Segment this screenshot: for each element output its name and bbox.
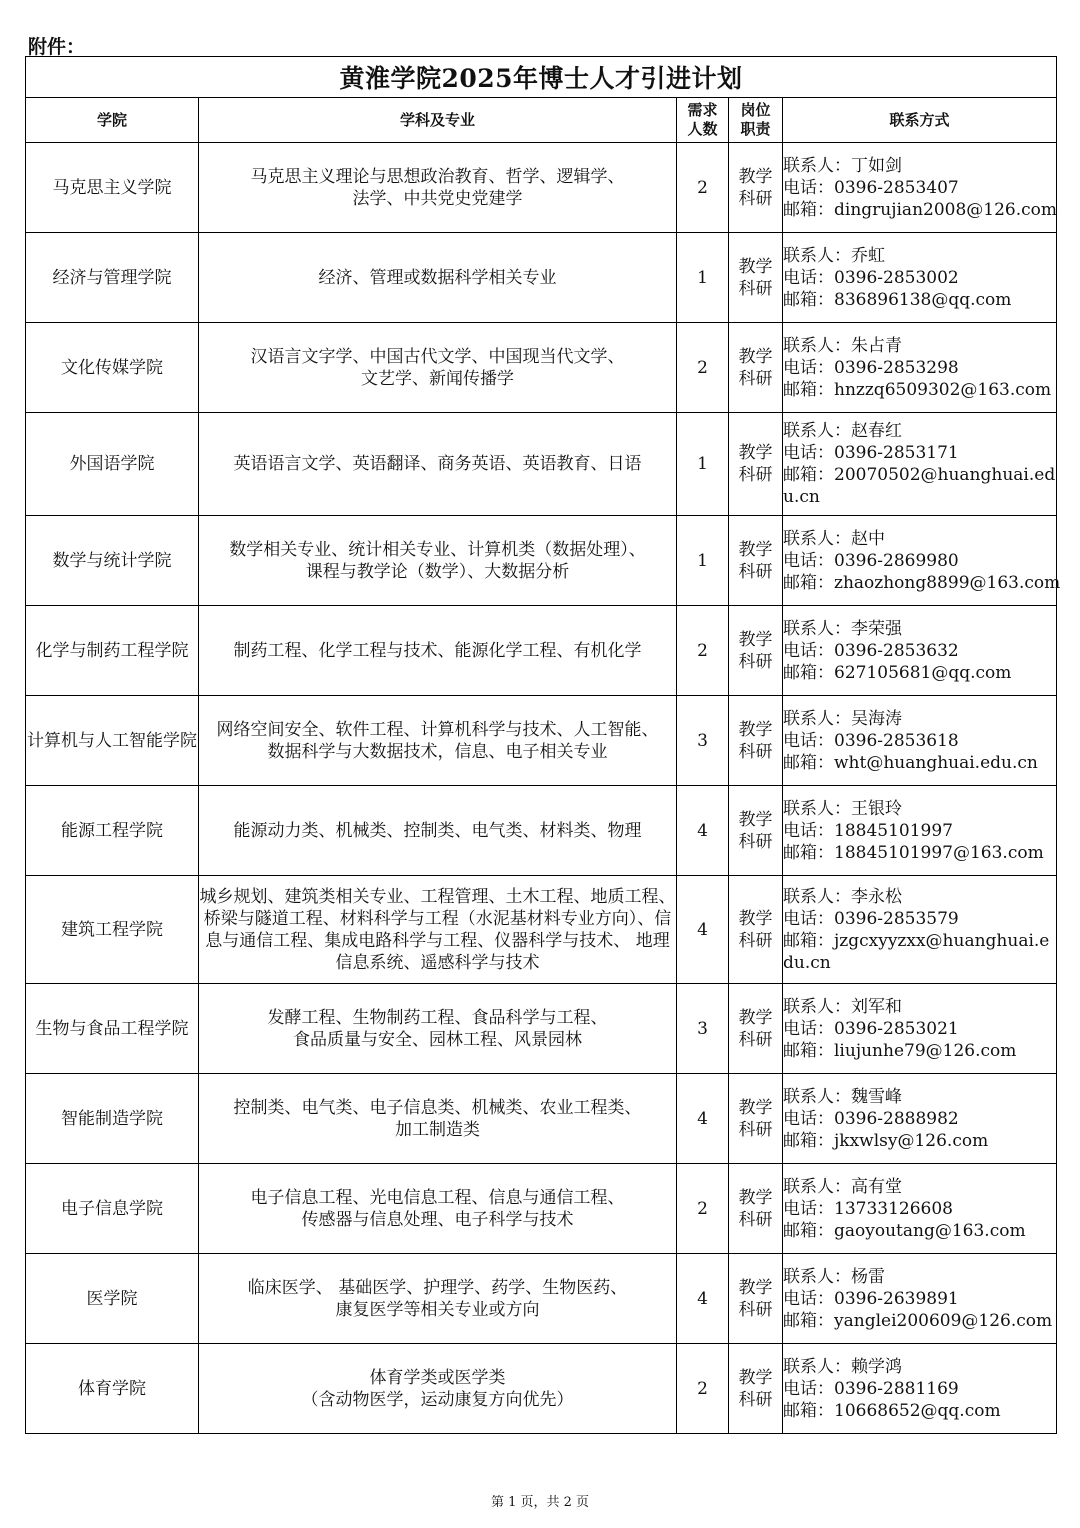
contact-person: 联系人：李永松 [783, 886, 902, 907]
table-row [26, 1074, 1057, 1164]
college-cell: 电子信息学院 [26, 1164, 199, 1254]
duty-cell: 教学 科研 [729, 984, 783, 1074]
major-cell: 能源动力类、机械类、控制类、电气类、材料类、物理 [199, 786, 677, 876]
count-cell: 4 [677, 1254, 729, 1344]
count-cell: 4 [677, 786, 729, 876]
contact-email: 邮箱：hnzzq6509302@163.com [783, 379, 1052, 400]
major-cell: 城乡规划、建筑类相关专业、工程管理、土木工程、地质工程、桥梁与隧道工程、材料科学与工程（水泥基材料专业方向）、信息与通信工程、集成电路科学与工程、仪器科学与技术、 地理信息系统、遥感科学与技术 [199, 876, 677, 984]
duty-cell: 教学 科研 [729, 143, 783, 233]
contact-person: 联系人：吴海涛 [783, 708, 902, 729]
contact-cell [783, 1344, 1057, 1434]
table-row [26, 876, 1057, 984]
duty-cell: 教学 科研 [729, 876, 783, 984]
contact-phone: 电话：0396-2888982 [783, 1108, 959, 1129]
duty-cell: 教学 科研 [729, 516, 783, 606]
major-cell: 网络空间安全、软件工程、计算机科学与技术、人工智能、 数据科学与大数据技术，信息、电子相关专业 [199, 696, 677, 786]
major-cell: 体育学类或医学类 （含动物医学，运动康复方向优先） [199, 1344, 677, 1434]
duty-cell: 教学 科研 [729, 233, 783, 323]
major-cell: 英语语言文学、英语翻译、商务英语、英语教育、日语 [199, 413, 677, 516]
contact-person: 联系人：丁如剑 [783, 155, 902, 176]
contact-cell [783, 606, 1057, 696]
contact-phone: 电话：13733126608 [783, 1198, 953, 1219]
contact-person: 联系人：王银玲 [783, 798, 902, 819]
contact-cell [783, 1164, 1057, 1254]
contact-phone: 电话：0396-2639891 [783, 1288, 959, 1309]
college-cell: 建筑工程学院 [26, 876, 199, 984]
major-cell: 控制类、电气类、电子信息类、机械类、农业工程类、 加工制造类 [199, 1074, 677, 1164]
college-cell: 马克思主义学院 [26, 143, 199, 233]
duty-cell: 教学 科研 [729, 1074, 783, 1164]
contact-cell [783, 696, 1057, 786]
count-cell: 2 [677, 1344, 729, 1434]
contact-phone: 电话：0396-2853021 [783, 1018, 959, 1039]
duty-cell: 教学 科研 [729, 1254, 783, 1344]
count-cell: 2 [677, 606, 729, 696]
contact-email: 邮箱：18845101997@163.com [783, 842, 1044, 863]
major-cell: 马克思主义理论与思想政治教育、哲学、逻辑学、 法学、中共党史党建学 [199, 143, 677, 233]
header-contact: 联系方式 [783, 98, 1057, 143]
contact-email: 邮箱：20070502@huanghuai.edu.cn [783, 465, 1056, 507]
college-cell: 能源工程学院 [26, 786, 199, 876]
contact-person: 联系人：赖学鸿 [783, 1356, 902, 1377]
table-row [26, 984, 1057, 1074]
college-cell: 医学院 [26, 1254, 199, 1344]
table-row [26, 786, 1057, 876]
duty-cell: 教学 科研 [729, 696, 783, 786]
contact-cell [783, 516, 1061, 606]
attachment-label: 附件： [28, 36, 86, 58]
header-duty: 岗位 职责 [729, 98, 783, 143]
table-row [26, 1254, 1057, 1344]
contact-person: 联系人：李荣强 [783, 618, 902, 639]
duty-cell: 教学 科研 [729, 323, 783, 413]
count-cell: 1 [677, 413, 729, 516]
count-cell: 1 [677, 516, 729, 606]
major-cell: 经济、管理或数据科学相关专业 [199, 233, 677, 323]
table-row [26, 413, 1057, 516]
duty-cell: 教学 科研 [729, 786, 783, 876]
college-cell: 智能制造学院 [26, 1074, 199, 1164]
contact-phone: 电话：0396-2853407 [783, 177, 959, 198]
college-cell: 体育学院 [26, 1344, 199, 1434]
count-cell: 3 [677, 984, 729, 1074]
duty-cell: 教学 科研 [729, 1164, 783, 1254]
contact-email: 邮箱：dingrujian2008@126.com [783, 199, 1058, 220]
count-cell: 2 [677, 143, 729, 233]
contact-phone: 电话：18845101997 [783, 820, 953, 841]
recruitment-plan-table [25, 56, 1061, 1434]
contact-email: 邮箱：yanglei200609@126.com [783, 1310, 1053, 1331]
contact-phone: 电话：0396-2853618 [783, 730, 959, 751]
college-cell: 化学与制药工程学院 [26, 606, 199, 696]
contact-email: 邮箱：836896138@qq.com [783, 289, 1012, 310]
count-cell: 2 [677, 1164, 729, 1254]
header-row [26, 98, 1057, 143]
college-cell: 外国语学院 [26, 413, 199, 516]
contact-email: 邮箱：10668652@qq.com [783, 1400, 1001, 1421]
major-cell: 汉语言文字学、中国古代文学、中国现当代文学、 文艺学、新闻传播学 [199, 323, 677, 413]
count-cell: 4 [677, 876, 729, 984]
count-cell: 1 [677, 233, 729, 323]
contact-email: 邮箱：627105681@qq.com [783, 662, 1012, 683]
major-cell: 发酵工程、生物制药工程、食品科学与工程、 食品质量与安全、园林工程、风景园林 [199, 984, 677, 1074]
contact-person: 联系人：魏雪峰 [783, 1086, 902, 1107]
contact-person: 联系人：赵中 [783, 528, 885, 549]
header-major: 学科及专业 [199, 98, 677, 143]
college-cell: 经济与管理学院 [26, 233, 199, 323]
page-footer: 第 1 页，共 2 页 [490, 1495, 590, 1510]
duty-cell: 教学 科研 [729, 606, 783, 696]
contact-phone: 电话：0396-2853632 [783, 640, 959, 661]
contact-person: 联系人：赵春红 [783, 421, 902, 441]
table-row [26, 143, 1057, 233]
table-row [26, 606, 1057, 696]
count-cell: 4 [677, 1074, 729, 1164]
contact-phone: 电话：0396-2853002 [783, 267, 959, 288]
table-row [26, 1164, 1057, 1254]
contact-email: 邮箱：jkxwlsy@126.com [783, 1130, 989, 1151]
contact-phone: 电话：0396-2853298 [783, 357, 959, 378]
contact-cell [783, 323, 1057, 413]
contact-cell [783, 984, 1057, 1074]
college-cell: 生物与食品工程学院 [26, 984, 199, 1074]
contact-person: 联系人：刘军和 [783, 996, 902, 1017]
college-cell: 文化传媒学院 [26, 323, 199, 413]
table-row [26, 516, 1057, 606]
header-count: 需求 人数 [677, 98, 729, 143]
contact-person: 联系人：高有堂 [783, 1176, 902, 1197]
contact-email: 邮箱：jzgcxyyzxx@huanghuai.edu.cn [783, 930, 1050, 973]
table-title: 黄淮学院2025年博士人才引进计划 [26, 57, 1057, 98]
contact-email: 邮箱：liujunhe79@126.com [783, 1040, 1017, 1061]
college-cell: 计算机与人工智能学院 [26, 696, 199, 786]
duty-cell: 教学 科研 [729, 1344, 783, 1434]
contact-cell [783, 413, 1057, 516]
contact-phone: 电话：0396-2853579 [783, 908, 959, 929]
table-row [26, 696, 1057, 786]
count-cell: 2 [677, 323, 729, 413]
major-cell: 制药工程、化学工程与技术、能源化学工程、有机化学 [199, 606, 677, 696]
college-cell: 数学与统计学院 [26, 516, 199, 606]
contact-cell [783, 1254, 1057, 1344]
contact-person: 联系人：朱占青 [783, 335, 902, 356]
contact-person: 联系人：杨雷 [783, 1266, 885, 1287]
contact-email: 邮箱：gaoyoutang@163.com [783, 1220, 1026, 1241]
count-cell: 3 [677, 696, 729, 786]
header-college: 学院 [26, 98, 199, 143]
major-cell: 电子信息工程、光电信息工程、信息与通信工程、 传感器与信息处理、电子科学与技术 [199, 1164, 677, 1254]
contact-cell [783, 143, 1057, 233]
contact-cell [783, 786, 1057, 876]
major-cell: 数学相关专业、统计相关专业、计算机类（数据处理）、 课程与教学论（数学）、大数据分析 [199, 516, 677, 606]
contact-phone: 电话：0396-2869980 [783, 550, 959, 571]
major-cell: 临床医学、 基础医学、护理学、药学、生物医药、 康复医学等相关专业或方向 [199, 1254, 677, 1344]
duty-cell: 教学 科研 [729, 413, 783, 516]
contact-email: 邮箱：zhaozhong8899@163.com [783, 572, 1061, 593]
table-row [26, 233, 1057, 323]
contact-cell [783, 233, 1057, 323]
contact-phone: 电话：0396-2881169 [783, 1378, 959, 1399]
contact-phone: 电话：0396-2853171 [783, 443, 959, 463]
table-row [26, 323, 1057, 413]
contact-cell [783, 1074, 1057, 1164]
table-row [26, 1344, 1057, 1434]
contact-email: 邮箱：wht@huanghuai.edu.cn [783, 752, 1038, 773]
contact-cell [783, 876, 1057, 984]
contact-person: 联系人：乔虹 [783, 245, 885, 266]
